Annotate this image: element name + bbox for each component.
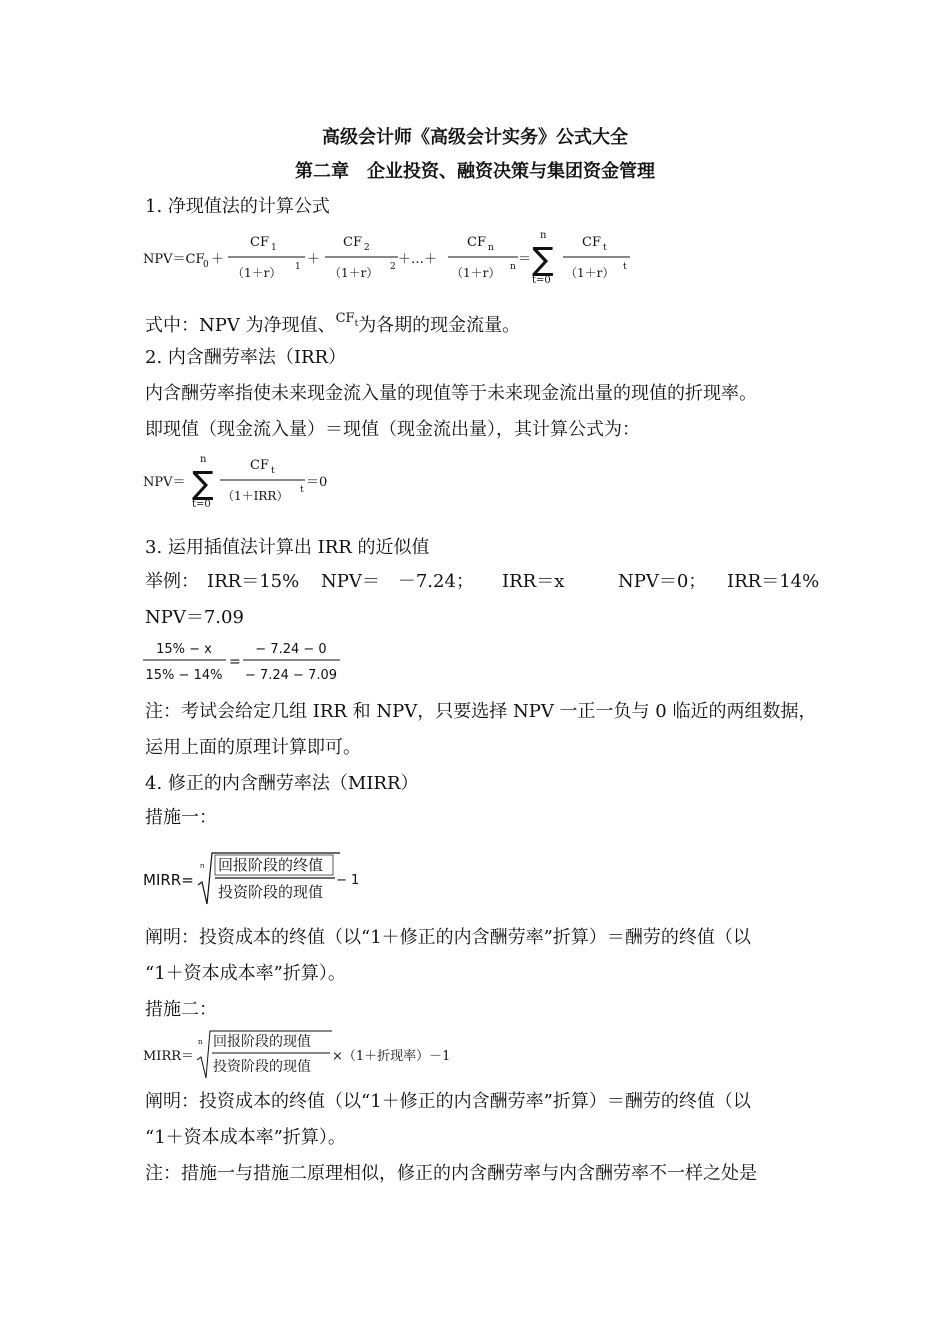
mirr-formula-1 (140, 848, 370, 910)
svg-text:1: 1 (295, 262, 301, 272)
svg-text:2: 2 (364, 243, 370, 253)
svg-text:t: t (623, 262, 627, 272)
svg-text:15% − x: 15% − x (156, 642, 212, 657)
method-2-explanation-1: 阐明：投资成本的终值（以“1＋修正的内含酬劳率”折算）＝酬劳的终值（以 (145, 1091, 751, 1112)
svg-text:− 7.24 − 0: − 7.24 − 0 (255, 642, 327, 657)
irr-formula (140, 450, 360, 512)
svg-text:（1＋r）: （1＋r） (329, 266, 379, 280)
svg-text:0: 0 (203, 260, 209, 270)
section-3-heading: 3. 运用插值法计算出 IRR 的近似值 (145, 537, 430, 558)
svg-text:− 7.24 − 7.09: − 7.24 − 7.09 (244, 668, 338, 683)
svg-text:∑: ∑ (532, 240, 554, 278)
method-1-label: 措施一： (145, 807, 217, 828)
svg-text:＋: ＋ (307, 252, 321, 267)
methods-comparison-note: 注：措施一与措施二原理相似，修正的内含酬劳率与内含酬劳率不一样之处是 (145, 1163, 757, 1184)
svg-text:投资阶段的现值: 投资阶段的现值 (218, 883, 324, 901)
svg-text:CF: CF (250, 458, 269, 473)
method-1-explanation-2: “1＋资本成本率”折算）。 (145, 963, 346, 984)
svg-text:投资阶段的现值: 投资阶段的现值 (213, 1059, 311, 1075)
method-2-label: 措施二： (145, 999, 217, 1020)
svg-text:CF: CF (250, 235, 269, 250)
svg-text:t=0: t=0 (532, 275, 551, 286)
svg-text:×（1＋折现率）－1: ×（1＋折现率）－1 (332, 1049, 451, 1064)
svg-text:CF: CF (582, 235, 601, 250)
svg-text:NPV＝CF: NPV＝CF (143, 252, 205, 267)
svg-text:t: t (271, 466, 275, 476)
svg-text:n: n (510, 262, 516, 272)
svg-text:MIRR=: MIRR= (143, 871, 194, 889)
svg-text:n: n (488, 243, 494, 253)
svg-text:CF: CF (467, 235, 486, 250)
method-2-explanation-2: “1＋资本成本率”折算）。 (145, 1127, 346, 1148)
svg-text:2: 2 (390, 262, 396, 272)
irr-equation-text: 即现值（现金流入量）＝现值（现金流出量），其计算公式为： (145, 419, 640, 440)
example-row-2: NPV＝7.09 (145, 607, 244, 628)
svg-text:n: n (200, 862, 205, 870)
svg-text:＋…＋: ＋…＋ (398, 252, 438, 267)
method-1-explanation-1: 阐明：投资成本的终值（以“1＋修正的内含酬劳率”折算）＝酬劳的终值（以 (145, 927, 751, 948)
mirr-formula-2 (140, 1028, 500, 1084)
npv-formula (140, 226, 640, 288)
svg-text:∑: ∑ (192, 464, 214, 502)
npv-note: 式中：NPV 为净现值、$^{CFt}$为各期的现金流量。 (145, 311, 521, 336)
svg-text:（1＋IRR）: （1＋IRR） (222, 489, 289, 503)
interpolation-note-1: 注：考试会给定几组 IRR 和 NPV，只要选择 NPV 一正一负与 0 临近的两组数据， (145, 701, 817, 722)
interpolation-note-2: 运用上面的原理计算即可。 (145, 737, 361, 758)
svg-text:MIRR＝: MIRR＝ (143, 1049, 195, 1064)
svg-text:t=0: t=0 (192, 499, 211, 510)
svg-text:＝: ＝ (518, 252, 532, 267)
svg-text:（1＋r）: （1＋r） (565, 266, 615, 280)
svg-text:（1＋r）: （1＋r） (232, 266, 282, 280)
chapter-heading: 第二章 企业投资、融资决策与集团资金管理 (295, 161, 655, 182)
irr-definition: 内含酬劳率指使未来现金流入量的现值等于未来现金流出量的现值的折现率。 (145, 383, 757, 404)
section-1-heading: 1. 净现值法的计算公式 (145, 196, 330, 217)
svg-text:（1＋r）: （1＋r） (451, 266, 501, 280)
svg-text:15% − 14%: 15% − 14% (145, 668, 223, 683)
svg-text:CF: CF (343, 235, 362, 250)
document-title: 高级会计师《高级会计实务》公式大全 (322, 127, 628, 148)
svg-text:=: = (229, 654, 241, 670)
svg-text:＝0: ＝0 (306, 475, 328, 490)
section-4-heading: 4. 修正的内含酬劳率法（MIRR） (145, 773, 419, 794)
svg-text:n: n (198, 1038, 203, 1046)
section-2-heading: 2. 内含酬劳率法（IRR） (145, 347, 347, 368)
svg-text:回报阶段的终值: 回报阶段的终值 (218, 856, 324, 874)
svg-text:＋: ＋ (211, 252, 225, 267)
svg-text:− 1: − 1 (336, 873, 360, 888)
svg-text:1: 1 (271, 243, 277, 253)
svg-text:n: n (200, 454, 207, 465)
svg-text:NPV＝: NPV＝ (143, 475, 186, 490)
example-row: 举例： IRR＝15% NPV＝ －7.24； IRR＝x NPV＝0； IRR＝14% (145, 571, 820, 592)
svg-text:回报阶段的现值: 回报阶段的现值 (213, 1034, 311, 1050)
svg-text:n: n (540, 230, 547, 241)
interpolation-formula (140, 636, 350, 686)
svg-text:t: t (603, 243, 607, 253)
svg-text:t: t (300, 485, 304, 495)
